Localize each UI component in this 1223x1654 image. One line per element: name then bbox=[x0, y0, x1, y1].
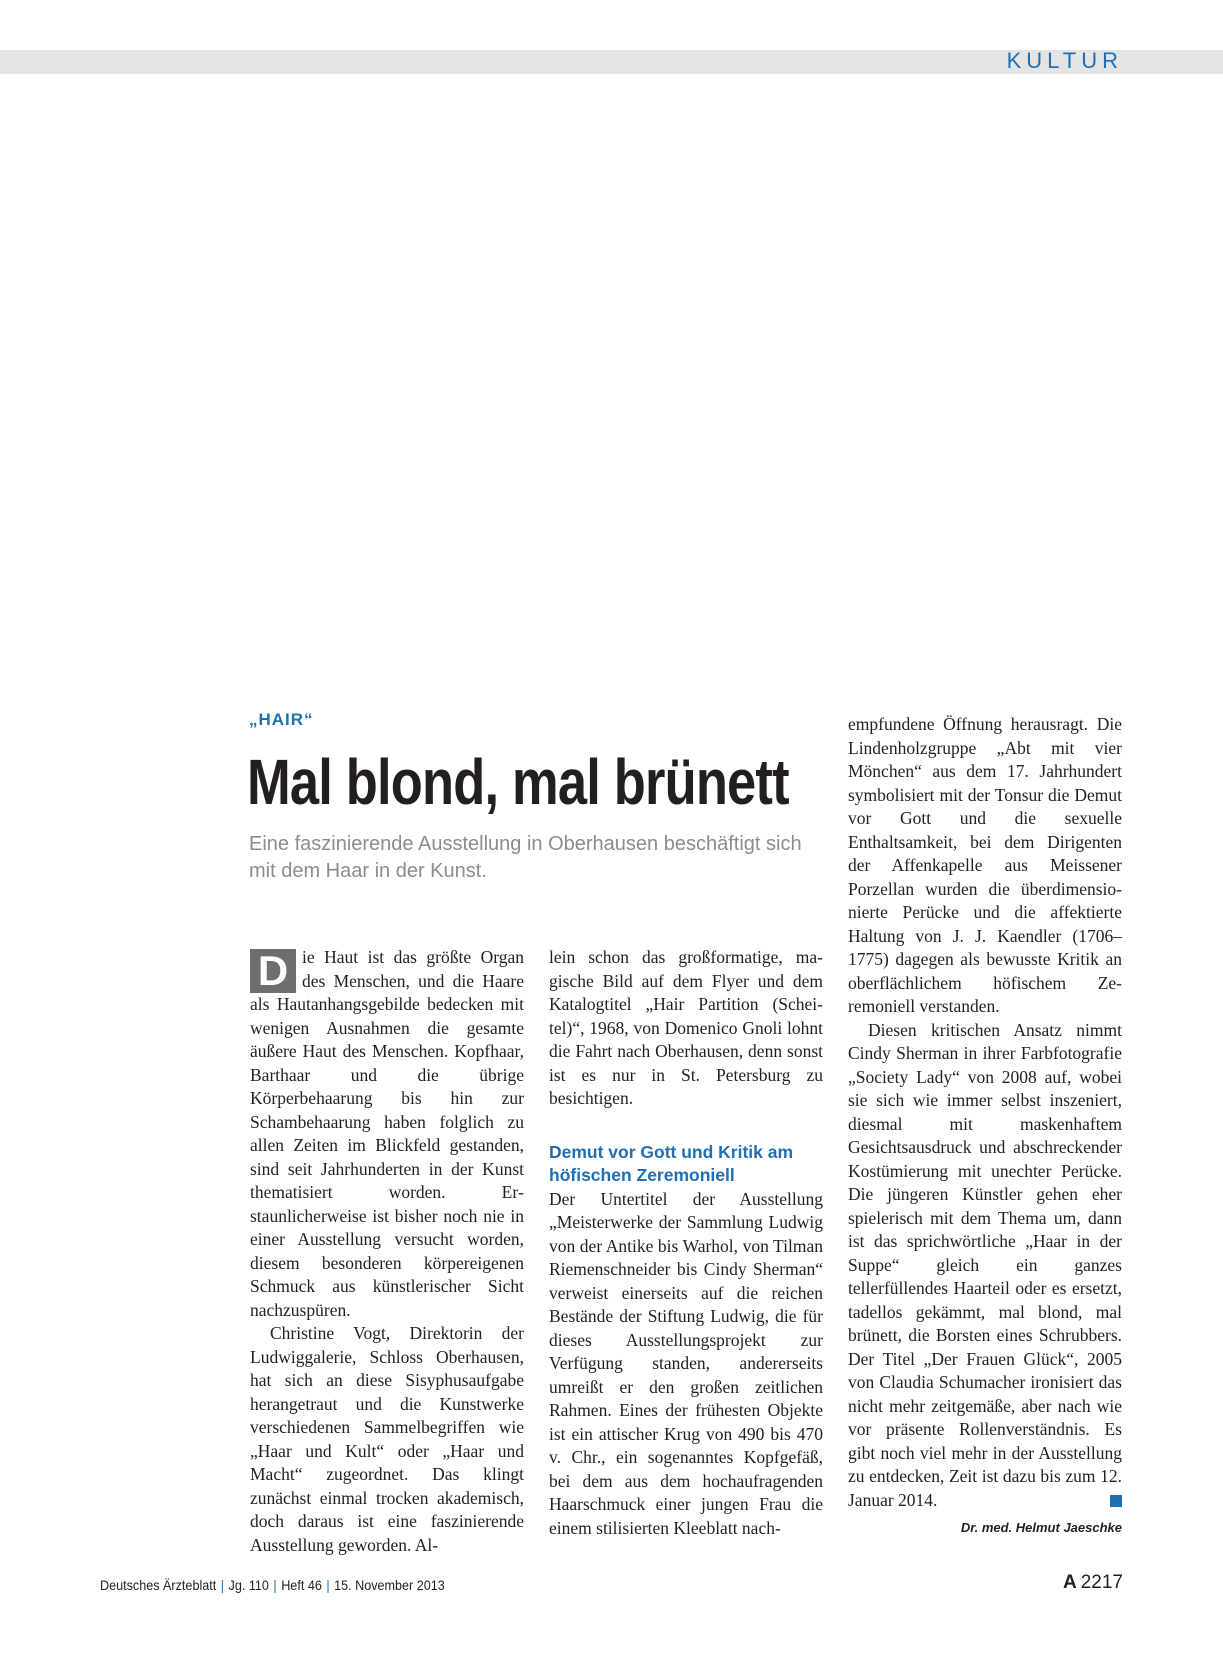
page-number bbox=[1063, 1572, 1123, 1594]
separator: | bbox=[326, 1577, 330, 1593]
issue: Heft 46 bbox=[281, 1577, 322, 1593]
paragraph-4 bbox=[848, 1019, 1122, 1513]
author-byline: Dr. med. Helmut Jaeschke bbox=[960, 1520, 1122, 1535]
end-mark-icon bbox=[1110, 1495, 1122, 1507]
paragraph-4-text: Diesen kritischen Ansatz nimmt Cindy Sherman in ihrer Farbfotografie „Society Lady“ von 2008 auf, wobei sie sich wie immer selbst inszeniert, diesmal mit maskenhaftem Gesichtsausdruck und abschreckender Kostümierung mit unechter Perücke. Die jüngeren Künstler gehen eher spielerisch mit dem Thema um, dann ist das sprichwörtliche „Haar in der Suppe“ gleich ein ganzes tellerfüllendes Haarteil oder es ersetzt, tadellos gekämmt, mal blond, mal brünett, die Borsten eines Schrubbers. Der Titel „Der Frauen Glück“, 2005 von Claudia Schumacher ironisiert das nicht mehr zeitgemäße, aber nach wie vor präsente Rollenverständnis. Es gibt noch viel mehr in der Ausstellung zu entdecken, Zeit ist dazu bis zum 12. Januar 2014. bbox=[848, 1019, 1122, 1510]
publication-name: Deutsches Ärzteblatt bbox=[100, 1577, 217, 1593]
drop-cap: D bbox=[250, 949, 296, 993]
article-dek: Eine faszinierende Ausstellung in Oberhausen beschäftigt sich mit dem Haar in der Kunst. bbox=[249, 833, 802, 882]
section-label: KULTUR bbox=[1006, 48, 1123, 73]
paragraph-2: Christine Vogt, Direktorin der Ludwiggalerie, Schloss Oberhausen, hat sich an diese Sisyphusaufgabe herangetraut und die Kunstwerke verschiedenen Sammelbegriffen wie „Haar und Kult“ oder „Haar und Macht“ zugeordnet. Das klingt zunächst einmal trocken akademisch, doch daraus ist eine faszinierende Ausstellung geworden. Al- bbox=[250, 1323, 524, 1555]
text-column-1 bbox=[250, 946, 524, 1557]
subheading: Demut vor Gott und Kritik am höfischen Zeremoniell bbox=[549, 1141, 794, 1185]
issue-date: 15. November 2013 bbox=[334, 1577, 445, 1593]
kicker: „HAIR“ bbox=[249, 710, 314, 729]
separator: | bbox=[220, 1577, 225, 1593]
text-column-3 bbox=[848, 713, 1122, 1540]
page-number-value: 2217 bbox=[1080, 1572, 1123, 1593]
page-prefix: A bbox=[1062, 1572, 1077, 1593]
volume: Jg. 110 bbox=[228, 1577, 269, 1593]
paragraph-2-continued: lein schon das großformatige, magische Bild auf dem Flyer und dem Katalogtitel „Hair Partition (Scheitel)“, 1968, von Domenico Gnoli lohnt die Fahrt nach Oberhausen, denn sonst ist es nur in St. Petersburg zu besichtigen. bbox=[549, 947, 823, 1108]
paragraph-3-continued: empfundene Öffnung herausragt. Die Lindenholzgruppe „Abt mit vier Mönchen“ aus dem 17. Jahrhundert symbolisiert mit der Tonsur die Demut vor Gott und die sexuelle Enthaltsamkeit, bei dem Dirigenten der Affenkapelle aus Meissener Porzellan wurden die überdimensionierte Perücke und die affektierte Haltung von J. J. Kaendler (1706–1775) dagegen als bewusste Kritik an oberflächlichem höfischem Zeremoniell verstanden. bbox=[848, 714, 1122, 1016]
paragraph-1 bbox=[250, 946, 524, 1322]
text-column-2 bbox=[549, 946, 823, 1540]
paragraph-3: Der Untertitel der Ausstellung „Meisterwerke der Sammlung Ludwig von der Antike bis Warhol, von Tilman Riemenschneider bis Cindy Sherman“ verweist einerseits auf die reichen Bestände der Stiftung Ludwig, die für dieses Ausstellungsprojekt zur Verfügung standen, andererseits umreißt er den großen zeitlichen Rahmen. Eines der frühesten Objekte ist ein attischer Krug von 490 bis 470 v. Chr., ein sogenanntes Kopfgefäß, bei dem aus dem hochaufragenden Haarschmuck einer jungen Frau die einem stilisierten Kleeblatt nach- bbox=[549, 1188, 823, 1538]
paragraph-1-text: ie Haut ist das größte Organ des Menschen, und die Haare als Hautanhangsgebilde bedecken mit wenigen Ausnahmen die gesamte äußere Haut des Menschen. Kopfhaar, Barthaar und die übrige Körperbehaarung bis hin zur Schambehaarung haben folglich zu allen Zeiten im Blickfeld gestanden, sind seit Jahrhunderten in der Kunst thematisiert worden. Erstaunlicherweise ist bisher noch nie in einer Ausstellung versucht worden, diesem besonderen körpereigenen Schmuck aus künstlerischer Sicht nachzuspüren. bbox=[250, 947, 524, 1320]
article-title: Mal blond, mal brünett bbox=[247, 746, 789, 818]
separator: | bbox=[273, 1577, 277, 1593]
footer-citation bbox=[100, 1577, 445, 1593]
